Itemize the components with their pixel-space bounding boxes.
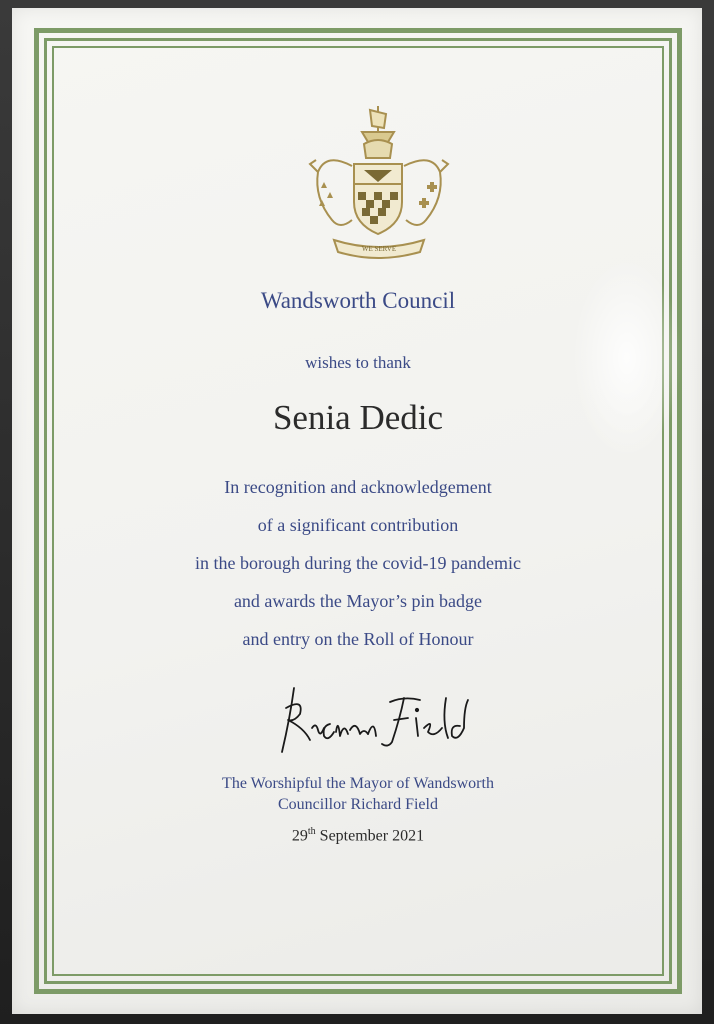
citation-line: and entry on the Roll of Honour <box>242 629 474 649</box>
certificate-content <box>54 48 662 974</box>
svg-text:WE SERVE: WE SERVE <box>361 245 397 253</box>
award-date <box>54 826 662 845</box>
citation-line: and awards the Mayor’s pin badge <box>233 591 483 611</box>
signatory-block <box>54 773 662 815</box>
citation-line: of a significant contribution <box>257 515 459 535</box>
recipient-name: Senia Dedic <box>272 398 444 437</box>
date-ordinal-suffix: th <box>307 826 316 837</box>
date-day: 29 <box>291 827 308 845</box>
date-month-year: September 2021 <box>315 827 425 845</box>
handwritten-signature <box>264 678 484 758</box>
organisation-name: Wandsworth Council <box>260 288 456 313</box>
coat-of-arms-icon <box>304 102 454 262</box>
citation-line: in the borough during the covid-19 pandemic <box>195 553 521 573</box>
citation-text <box>54 468 662 658</box>
thanks-line: wishes to thank <box>305 353 411 372</box>
signatory-name: Councillor Richard Field <box>278 796 438 813</box>
citation-line: In recognition and acknowledgement <box>224 477 492 497</box>
signatory-title: The Worshipful the Mayor of Wandsworth <box>222 775 494 792</box>
certificate-paper <box>12 8 702 1014</box>
